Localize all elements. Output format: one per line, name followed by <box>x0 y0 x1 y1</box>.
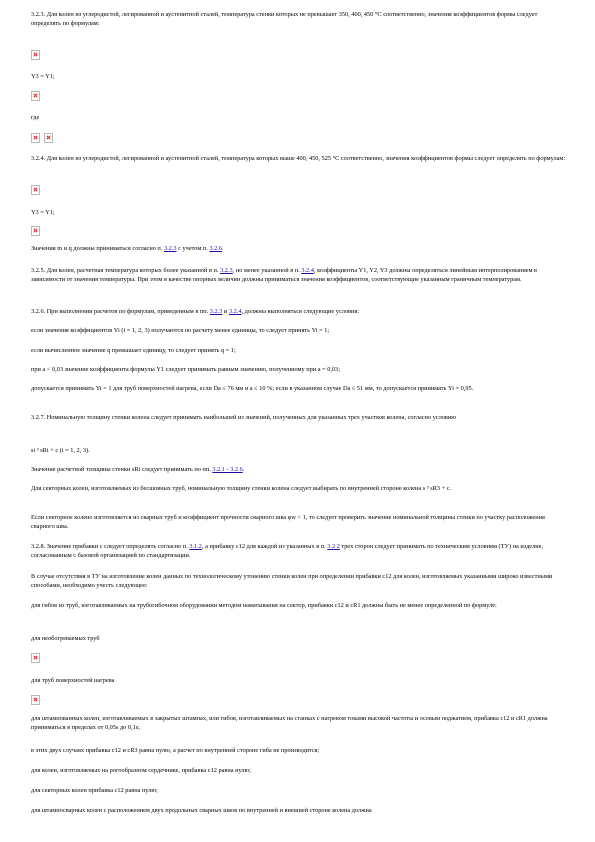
paragraph-two-cases: в этих двух случаях прибавка с12 и сR3 равна нулю, а расчет по внутренней стороне гиба не производится; <box>31 747 320 754</box>
paragraph-no-tu: В случае отсутствия в ТУ на изготовление колен данных по технологическому утонению стенки колен при определении прибавки с12 для колен, изготовляемых указанными широко известными способами, необходимо учесть следующее: <box>31 573 553 589</box>
paragraph-3-2-8: 3.2.8. Значение прибавки с следует определять согласно п. 3.1.2, а прибавку с12 для каждой из указанных в п. 3.2.2 трех сторон следует принимать по техническим условиям (ТУ) на изделие, согласованным с базовой организацией по стандартизации. <box>31 543 543 559</box>
link-3-2-4[interactable]: 3.2.4 <box>228 308 242 315</box>
paragraph-stamped: для штампованных колен, изготавливаемых в закрытых штампах, или гибов, изготавливаемых на станках с нагревом токами высокой частоты и осевым поджатием, прибавка с12 и сR1 должна приниматься в пределах от 0,05s до 0,1s; <box>31 715 548 731</box>
link-3-2-3[interactable]: 3.2.3 <box>209 308 223 315</box>
broken-image-icon <box>31 50 40 60</box>
condition-item: если вычисленное значение q превышает единицу, то следует принять q = 1; <box>31 347 236 354</box>
link-3-2-2[interactable]: 3.2.2 <box>327 543 340 550</box>
link-3-1-2[interactable]: 3.1.2 <box>189 543 202 550</box>
where-text: где <box>31 114 40 121</box>
broken-image-icon <box>31 133 40 143</box>
link-3-2-3[interactable]: 3.2.3 <box>220 267 233 274</box>
broken-image-icon <box>31 185 40 195</box>
link-3-2-1-3-2-6[interactable]: 3.2.1 - 3.2.6 <box>212 466 243 473</box>
link-3-2-6[interactable]: 3.2.6 <box>209 245 222 252</box>
paragraph-3-2-5: 3.2.5. Для колен, расчетная температура которых более указанной в п. 3.2.3, но менее указанной в п. 3.2.4, коэффициенты Y1, Y2, Y3 должны определяться линейным интерполированием в зависимости от значения температуры. При этом в качестве опорных величин должны приниматься значения коэффициентов, соответствующие указанным граничным температурам. <box>31 267 538 283</box>
paragraph-bends: для гибов из труб, изготавливаемых на трубогибочном оборудовании методом наматывания на сектор, прибавки с12 и сR1 должны быть не менее определенной по формуле: <box>31 602 497 609</box>
paragraph-sector-c12: для секторных колен прибавка с12 равна нулю; <box>31 787 158 794</box>
paragraph-3-2-3: 3.2.3. Для колен из углеродистой, легированной и аустенитной сталей, температура стенки которых не превышает 350, 400, 450 °С соответственно, значения коэффициентов формы следует определять по формулам: <box>31 11 538 27</box>
condition-item: при a < 0,03 значение коэффициента формулы Y1 следует принимать равным значению, полученному при a = 0,03; <box>31 366 340 373</box>
formula-text: si ³ sRi + c (i = 1, 2, 3). <box>31 447 90 454</box>
label-unheated-tubes: для необогреваемых труб <box>31 635 100 642</box>
label-heating-tubes: для труб поверхностей нагрева <box>31 677 115 684</box>
link-3-2-3[interactable]: 3.2.3 <box>163 245 177 252</box>
paragraph-sector-seamless: Для секторных колен, изготовляемых из бесшовных труб, номинальную толщину стенки колена следует выбирать по внутренней стороне колена s ³ sR3 + c. <box>31 485 452 492</box>
formula-text: Y3 = Y1; <box>31 73 55 80</box>
broken-image-icon <box>31 226 40 236</box>
formula-text: Y3 = Y1; <box>31 209 55 216</box>
paragraph-3-2-6: 3.2.6. При выполнении расчетов по формулам, приведенным в пп. 3.2.3 и 3.2.4, должны выполняться следующие условия: <box>31 308 360 315</box>
condition-item: допускается принимать Yi = 1 для труб поверхностей нагрева, если Dа ≤ 76 мм и a ≤ 10 %; если в указанном случае Dа ≤ 51 мм, то допускается принимать Yi = 0,95. <box>31 385 474 392</box>
broken-image-icon <box>31 91 40 101</box>
paragraph-horn-mandrel: для колен, изготовляемых на рогообразном сердечнике, прибавка с12 равна нулю; <box>31 767 251 774</box>
broken-image-icon <box>44 133 53 143</box>
paragraph-sector-welded: Если секторное колено изготовляется из сварных труб и коэффициент прочности сварного шва φw < 1, то следует проверить значение номинальной толщины стенки по участку расположения сварного шва. <box>31 514 545 530</box>
broken-image-icon <box>31 695 40 705</box>
link-3-2-4[interactable]: 3.2.4 <box>301 267 314 274</box>
paragraph-3-2-4: 3.2.4. Для колен из углеродистой, легированной и аустенитной сталей, температура которых выше 400, 450, 525 °С соответственно, значения коэффициентов формы следует определять по формулам: <box>31 155 566 162</box>
broken-image-icon <box>31 653 40 663</box>
paragraph-sri: Значение расчетной толщины стенки sRi следует принимать по пп. 3.2.1 - 3.2.6. <box>31 466 245 473</box>
condition-item: если значения коэффициентов Yi (i = 1, 2, 3) получаются по расчету менее единицы, то следует принять Yi = 1; <box>31 327 330 334</box>
paragraph-3-2-7: 3.2.7. Номинальную толщину стенки колена следует принимать наибольшей из значений, полученных для указанных трех участков колена, согласно условию <box>31 414 456 421</box>
paragraph-m-q: Значения m и q должны приниматься согласно п. 3.2.3 с учетом п. 3.2.6. <box>31 245 224 252</box>
paragraph-stamp-welded: для штампосварных колен с расположением двух продольных сварных швов по внутренней и внешней стороне колена должна <box>31 807 372 814</box>
